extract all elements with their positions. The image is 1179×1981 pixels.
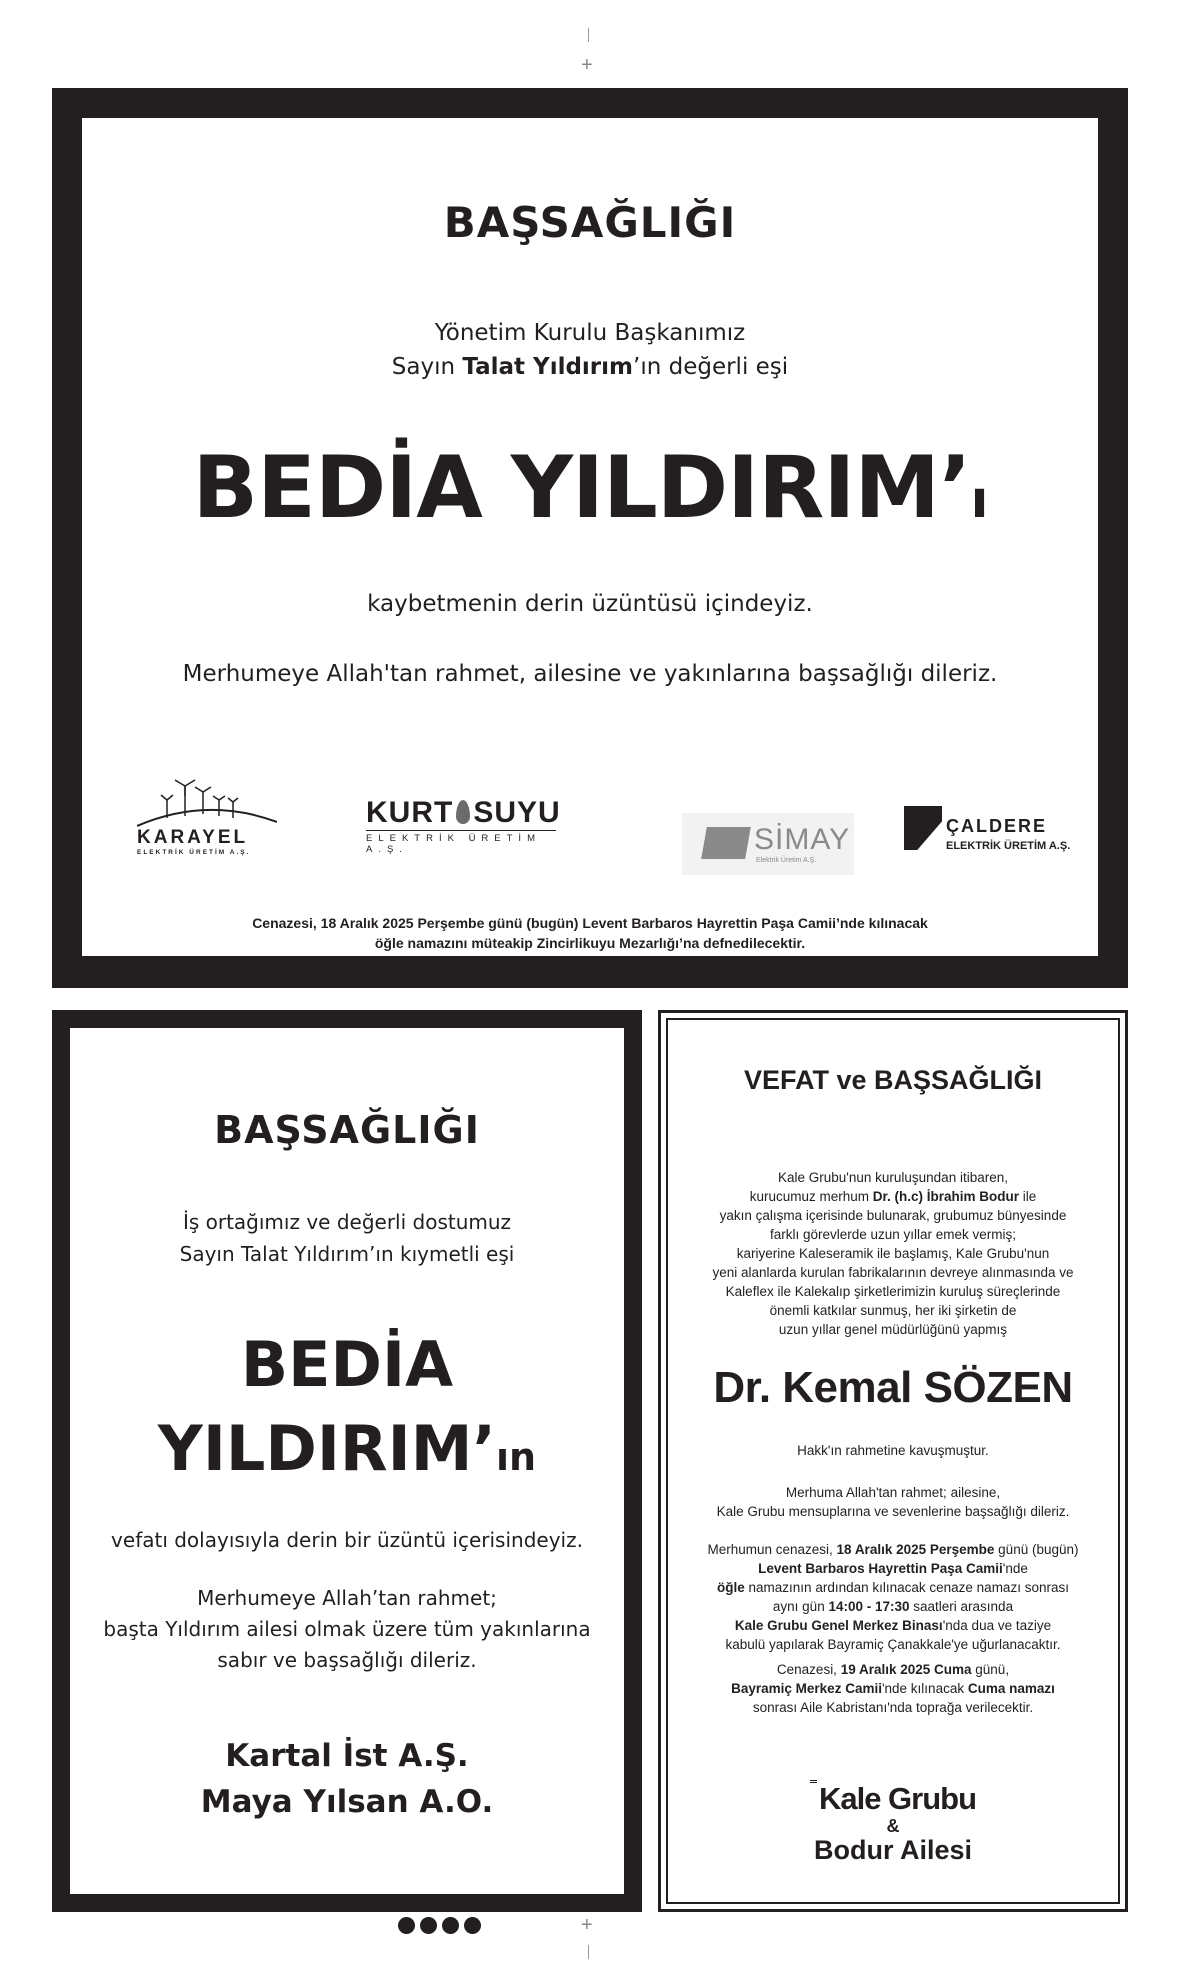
ad2-heading: BAŞSAĞLIĞI bbox=[214, 1108, 480, 1152]
ad3-text: 'nda dua ve taziye bbox=[942, 1618, 1052, 1633]
registration-mark-bottom: + bbox=[581, 1914, 593, 1936]
crop-mark-bottom bbox=[588, 1945, 589, 1959]
ad2-message2 bbox=[70, 1583, 624, 1676]
ad2-signatories bbox=[70, 1733, 624, 1825]
ad3-fun1-line bbox=[668, 1616, 1118, 1635]
kale-grubu-logo bbox=[668, 1780, 1118, 1817]
ad3-bio-post: ile bbox=[1019, 1189, 1037, 1204]
ad2-deceased-name bbox=[70, 1323, 624, 1499]
ad3-bio-line: yeni alanlarda kurulan fabrikalarının devreye alınmasında ve bbox=[712, 1265, 1074, 1280]
ad3-inner-frame bbox=[666, 1018, 1120, 1904]
ad3-bio-line: farklı görevlerde uzun yıllar emek vermiş; bbox=[769, 1227, 1017, 1242]
ad3-bio-line: Kaleflex ile Kalekalıp şirketlerimizin kuruluş süreçlerinde bbox=[725, 1284, 1061, 1299]
caldere-sub: ELEKTRİK ÜRETİM A.Ş. bbox=[946, 840, 1071, 852]
ad3-fun2-line bbox=[668, 1679, 1118, 1698]
ad1-intro-post: ’ın değerli eşi bbox=[633, 354, 789, 380]
ad2-name-line2 bbox=[70, 1407, 624, 1499]
ad2-message2-line2: başta Yıldırım ailesi olmak üzere tüm yakınlarına bbox=[103, 1617, 591, 1641]
ad3-fun1-line bbox=[668, 1540, 1118, 1559]
wind-turbine-icon bbox=[137, 778, 277, 828]
ad3-building: Kale Grubu Genel Merkez Binası bbox=[734, 1618, 943, 1633]
ad3-text: namazının ardından kılınacak cenaze namazı sonrası bbox=[744, 1580, 1069, 1595]
ad3-heading: VEFAT ve BAŞSAĞLIĞI bbox=[743, 1065, 1043, 1095]
ad3-date: 18 Aralık 2025 Perşembe bbox=[836, 1542, 995, 1557]
ad3-bio-line: önemli katkılar sunmuş, her iki şirketin de bbox=[769, 1303, 1017, 1318]
ad3-date: 19 Aralık 2025 Cuma bbox=[840, 1662, 972, 1677]
ad3-text: saatleri arasında bbox=[909, 1599, 1014, 1614]
ad3-fun2-line bbox=[668, 1660, 1118, 1679]
ad3-bio-line bbox=[668, 1187, 1118, 1206]
page-dots bbox=[398, 1917, 481, 1934]
ad3-text: günü (bugün) bbox=[994, 1542, 1079, 1557]
ad3-funeral-bayramic bbox=[668, 1660, 1118, 1717]
caldere-logo bbox=[900, 806, 1090, 892]
kurtsuyu-left: KURT bbox=[366, 796, 454, 829]
ad1-intro-pre: Sayın bbox=[391, 354, 463, 380]
ad3-fun1-line bbox=[668, 1597, 1118, 1616]
ad2-intro-line1: İş ortağımız ve değerli dostumuz bbox=[182, 1210, 512, 1234]
ad3-mosque: Bayramiç Merkez Camii bbox=[731, 1681, 882, 1696]
ad2-intro bbox=[70, 1206, 624, 1270]
ad3-fun2-line: sonrası Aile Kabristanı'nda toprağa verilecektir. bbox=[752, 1700, 1034, 1715]
water-drop-icon bbox=[456, 800, 470, 824]
ad3-prayer: Cuma namazı bbox=[967, 1681, 1055, 1696]
ad2-name-suffix: ın bbox=[496, 1435, 537, 1479]
ad2-message2-line3: sabır ve başsağlığı dileriz. bbox=[217, 1648, 477, 1672]
ad3-biography bbox=[668, 1168, 1118, 1339]
simay-name: SİMAY bbox=[754, 823, 851, 856]
solar-panel-icon bbox=[701, 827, 751, 859]
simay-logo bbox=[682, 813, 854, 875]
ad1-funeral-line1: Cenazesi, 18 Aralık 2025 Perşembe günü (bugün) Levent Barbaros Hayrettin Paşa Camii’nde kılınacak bbox=[252, 915, 928, 931]
crop-mark-top bbox=[588, 28, 589, 42]
ad1-message2: Merhumeye Allah'tan rahmet, ailesine ve yakınlarına başsağlığı dileriz. bbox=[182, 661, 998, 687]
obituary-ad-yildirim-partners bbox=[52, 1010, 642, 1912]
ad3-condolence-line: Merhuma Allah'tan rahmet; ailesine, bbox=[785, 1485, 1001, 1500]
ad3-deceased-name: Dr. Kemal SÖZEN bbox=[713, 1363, 1073, 1412]
ad3-text: Merhumun cenazesi, bbox=[707, 1542, 837, 1557]
ad2-company2: Maya Yılsan A.O. bbox=[200, 1784, 494, 1820]
ad2-company1: Kartal İst A.Ş. bbox=[225, 1738, 469, 1774]
kale-grubu-name: Kale Grubu bbox=[818, 1781, 977, 1816]
ad1-message1: kaybetmenin derin üzüntüsü içindeyiz. bbox=[367, 591, 813, 617]
ad3-text: 'nde bbox=[1002, 1561, 1028, 1576]
dot bbox=[420, 1917, 437, 1934]
ad1-intro-line1: Yönetim Kurulu Başkanımız bbox=[434, 320, 746, 346]
kurtsuyu-right: SUYU bbox=[473, 796, 561, 829]
kale-mark-icon bbox=[810, 1780, 817, 1793]
bodur-family-name: Bodur Ailesi bbox=[813, 1835, 973, 1865]
ad1-funeral-info bbox=[82, 913, 1098, 953]
ad3-bio-line: yakın çalışma içerisinde bulunarak, grubumuz bünyesinde bbox=[719, 1208, 1067, 1223]
ad3-signature bbox=[668, 1780, 1118, 1866]
ad3-text: Cenazesi, bbox=[776, 1662, 841, 1677]
ad2-intro-line2: Sayın Talat Yıldırım’ın kıymetli eşi bbox=[179, 1242, 515, 1266]
ad3-bio-pre: kurucumuz merhum bbox=[749, 1189, 873, 1204]
ad1-intro-name: Talat Yıldırım bbox=[462, 354, 634, 380]
ad2-message1: vefatı dolayısıyla derin bir üzüntü içerisindeyiz. bbox=[111, 1528, 583, 1552]
ad3-fun1-line bbox=[668, 1578, 1118, 1597]
kurtsuyu-sub: ELEKTRİK ÜRETİM A.Ş. bbox=[366, 830, 556, 855]
ad3-bio-line: Kale Grubu'nun kuruluşundan itibaren, bbox=[778, 1170, 1008, 1185]
ad3-condolence bbox=[668, 1483, 1118, 1521]
ad3-bio-line: kariyerine Kaleseramik ile başlamış, Kale Grubu'nun bbox=[736, 1246, 1050, 1261]
caldere-mark-icon bbox=[904, 806, 942, 850]
ad3-fun1-line bbox=[668, 1559, 1118, 1578]
kurtsuyu-logo bbox=[366, 796, 561, 882]
ad3-funeral-istanbul bbox=[668, 1540, 1118, 1654]
obituary-ad-sozen bbox=[658, 1010, 1128, 1912]
ad3-condolence-line: Kale Grubu mensuplarına ve sevenlerine başsağlığı dileriz. bbox=[716, 1504, 1070, 1519]
obituary-ad-yildirim-main bbox=[52, 88, 1128, 988]
ad3-text: günü, bbox=[971, 1662, 1010, 1677]
ad3-hours: 14:00 - 17:30 bbox=[828, 1599, 910, 1614]
dot bbox=[398, 1917, 415, 1934]
ad1-intro bbox=[82, 316, 1098, 384]
ad2-name-surname: YILDIRIM’ bbox=[157, 1412, 496, 1485]
kurtsuyu-wordmark bbox=[366, 796, 561, 830]
dot bbox=[442, 1917, 459, 1934]
karayel-logo bbox=[137, 778, 287, 864]
ad2-name-line1: BEDİA bbox=[240, 1328, 454, 1401]
ad3-text: 'nde kılınacak bbox=[881, 1681, 968, 1696]
caldere-name: ÇALDERE bbox=[946, 816, 1048, 836]
ad3-passed-away: Hakk'ın rahmetine kavuşmuştur. bbox=[797, 1443, 989, 1458]
ad3-prayer: öğle bbox=[717, 1580, 745, 1595]
ad2-message2-line1: Merhumeye Allah’tan rahmet; bbox=[197, 1586, 497, 1610]
registration-mark-top: + bbox=[581, 54, 593, 76]
karayel-sub: ELEKTRİK ÜRETİM A.Ş. bbox=[137, 849, 251, 856]
ad1-name-main: BEDİA YILDIRIM’ bbox=[192, 438, 971, 538]
ad1-intro-line2 bbox=[82, 350, 1098, 384]
ad3-bio-line: uzun yıllar genel müdürlüğünü yapmış bbox=[778, 1322, 1008, 1337]
ad3-mosque: Levent Barbaros Hayrettin Paşa Camii bbox=[758, 1561, 1003, 1576]
ad3-text: aynı gün bbox=[772, 1599, 829, 1614]
dot bbox=[464, 1917, 481, 1934]
ad1-deceased-name bbox=[82, 438, 1098, 538]
ad1-funeral-line2: öğle namazını müteakip Zincirlikuyu Mezarlığı’na defnedilecektir. bbox=[374, 935, 806, 951]
simay-sub: Elektrik Üretim A.Ş. bbox=[756, 857, 817, 864]
ad3-fun1-line: kabulü yapılarak Bayramiç Çanakkale'ye uğurlanacaktır. bbox=[725, 1637, 1061, 1652]
ad1-heading: BAŞSAĞLIĞI bbox=[443, 198, 737, 247]
ad3-bio-founder: Dr. (h.c) İbrahim Bodur bbox=[872, 1189, 1020, 1204]
ad1-name-suffix: ı bbox=[970, 470, 988, 530]
ad3-ampersand: & bbox=[886, 1816, 900, 1836]
karayel-name: KARAYEL bbox=[137, 827, 249, 848]
